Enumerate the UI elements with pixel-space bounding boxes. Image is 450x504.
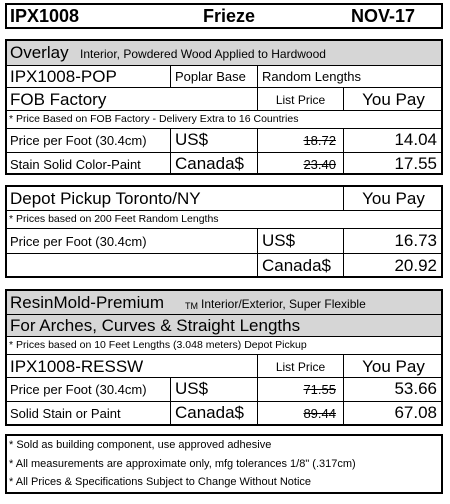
resinmold-row-list-price: 89.44 (303, 406, 336, 421)
date-title: NOV-17 (351, 6, 416, 26)
overlay-title: Overlay (10, 43, 69, 62)
overlay-subtitle: Interior, Powdered Wood Applied to Hardwood (80, 47, 326, 61)
resinmold-row-currency: US$ (175, 379, 209, 398)
resinmold-row-you-pay: 53.66 (394, 379, 437, 398)
footnote: * Sold as building component, use approved adhesive (9, 439, 272, 451)
overlay-row-list-price: 18.72 (303, 133, 336, 148)
overlay-row-you-pay: 17.55 (394, 154, 437, 173)
overlay-list-price-header: List Price (275, 93, 326, 107)
depot-note: * Prices based on 200 Feet Random Lengths (9, 213, 219, 225)
depot-row-you-pay: 16.73 (394, 231, 437, 250)
resinmold-tm: TM (185, 301, 198, 311)
resinmold-title: ResinMold-Premium (10, 293, 164, 312)
footnote: * All Prices & Specifications Subject to Change Without Notice (9, 476, 312, 488)
overlay-product-code: IPX1008-POP (10, 67, 117, 86)
overlay-row-list-price: 23.40 (303, 157, 336, 172)
overlay-row-currency: US$ (175, 130, 209, 149)
overlay-lengths: Random Lengths (262, 69, 362, 84)
overlay-row-you-pay: 14.04 (394, 130, 437, 149)
product-code-title: IPX1008 (10, 6, 80, 26)
footnote: * All measurements are approximate only, mfg tolerances 1/8" (.317cm) (9, 458, 356, 470)
overlay-note: * Price Based on FOB Factory - Delivery Extra to 16 Countries (9, 113, 299, 125)
depot-row-currency: US$ (262, 231, 296, 250)
overlay-row-label: Price per Foot (30.4cm) (10, 133, 147, 148)
resinmold-note: * Prices based on 10 Feet Lengths (3.048 meters) Depot Pickup (9, 339, 307, 351)
resinmold-row-label: Solid Stain or Paint (10, 406, 121, 421)
overlay-base: Poplar Base (175, 69, 246, 84)
resinmold-row-you-pay: 67.08 (394, 403, 437, 422)
resinmold-row-currency: Canada$ (175, 403, 245, 422)
overlay-fob-label: FOB Factory (10, 90, 107, 109)
resinmold-you-pay-header: You Pay (362, 357, 425, 376)
resinmold-list-price-header: List Price (275, 360, 326, 374)
overlay-row-label: Stain Solid Color-Paint (10, 157, 141, 172)
resinmold-row-list-price: 71.55 (303, 382, 336, 397)
overlay-you-pay-header: You Pay (362, 90, 425, 109)
product-name-title: Frieze (203, 6, 256, 26)
depot-you-pay-header: You Pay (362, 189, 425, 208)
overlay-row-currency: Canada$ (175, 154, 245, 173)
resinmold-product-code: IPX1008-RESSW (10, 357, 144, 376)
depot-row-label: Price per Foot (30.4cm) (10, 234, 147, 249)
resinmold-row-label: Price per Foot (30.4cm) (10, 382, 147, 397)
depot-row-currency: Canada$ (262, 256, 332, 275)
depot-row-you-pay: 20.92 (394, 256, 437, 275)
depot-title: Depot Pickup Toronto/NY (10, 189, 201, 208)
resinmold-subtitle: Interior/Exterior, Super Flexible (201, 297, 366, 311)
resinmold-heading2: For Arches, Curves & Straight Lengths (10, 316, 301, 335)
